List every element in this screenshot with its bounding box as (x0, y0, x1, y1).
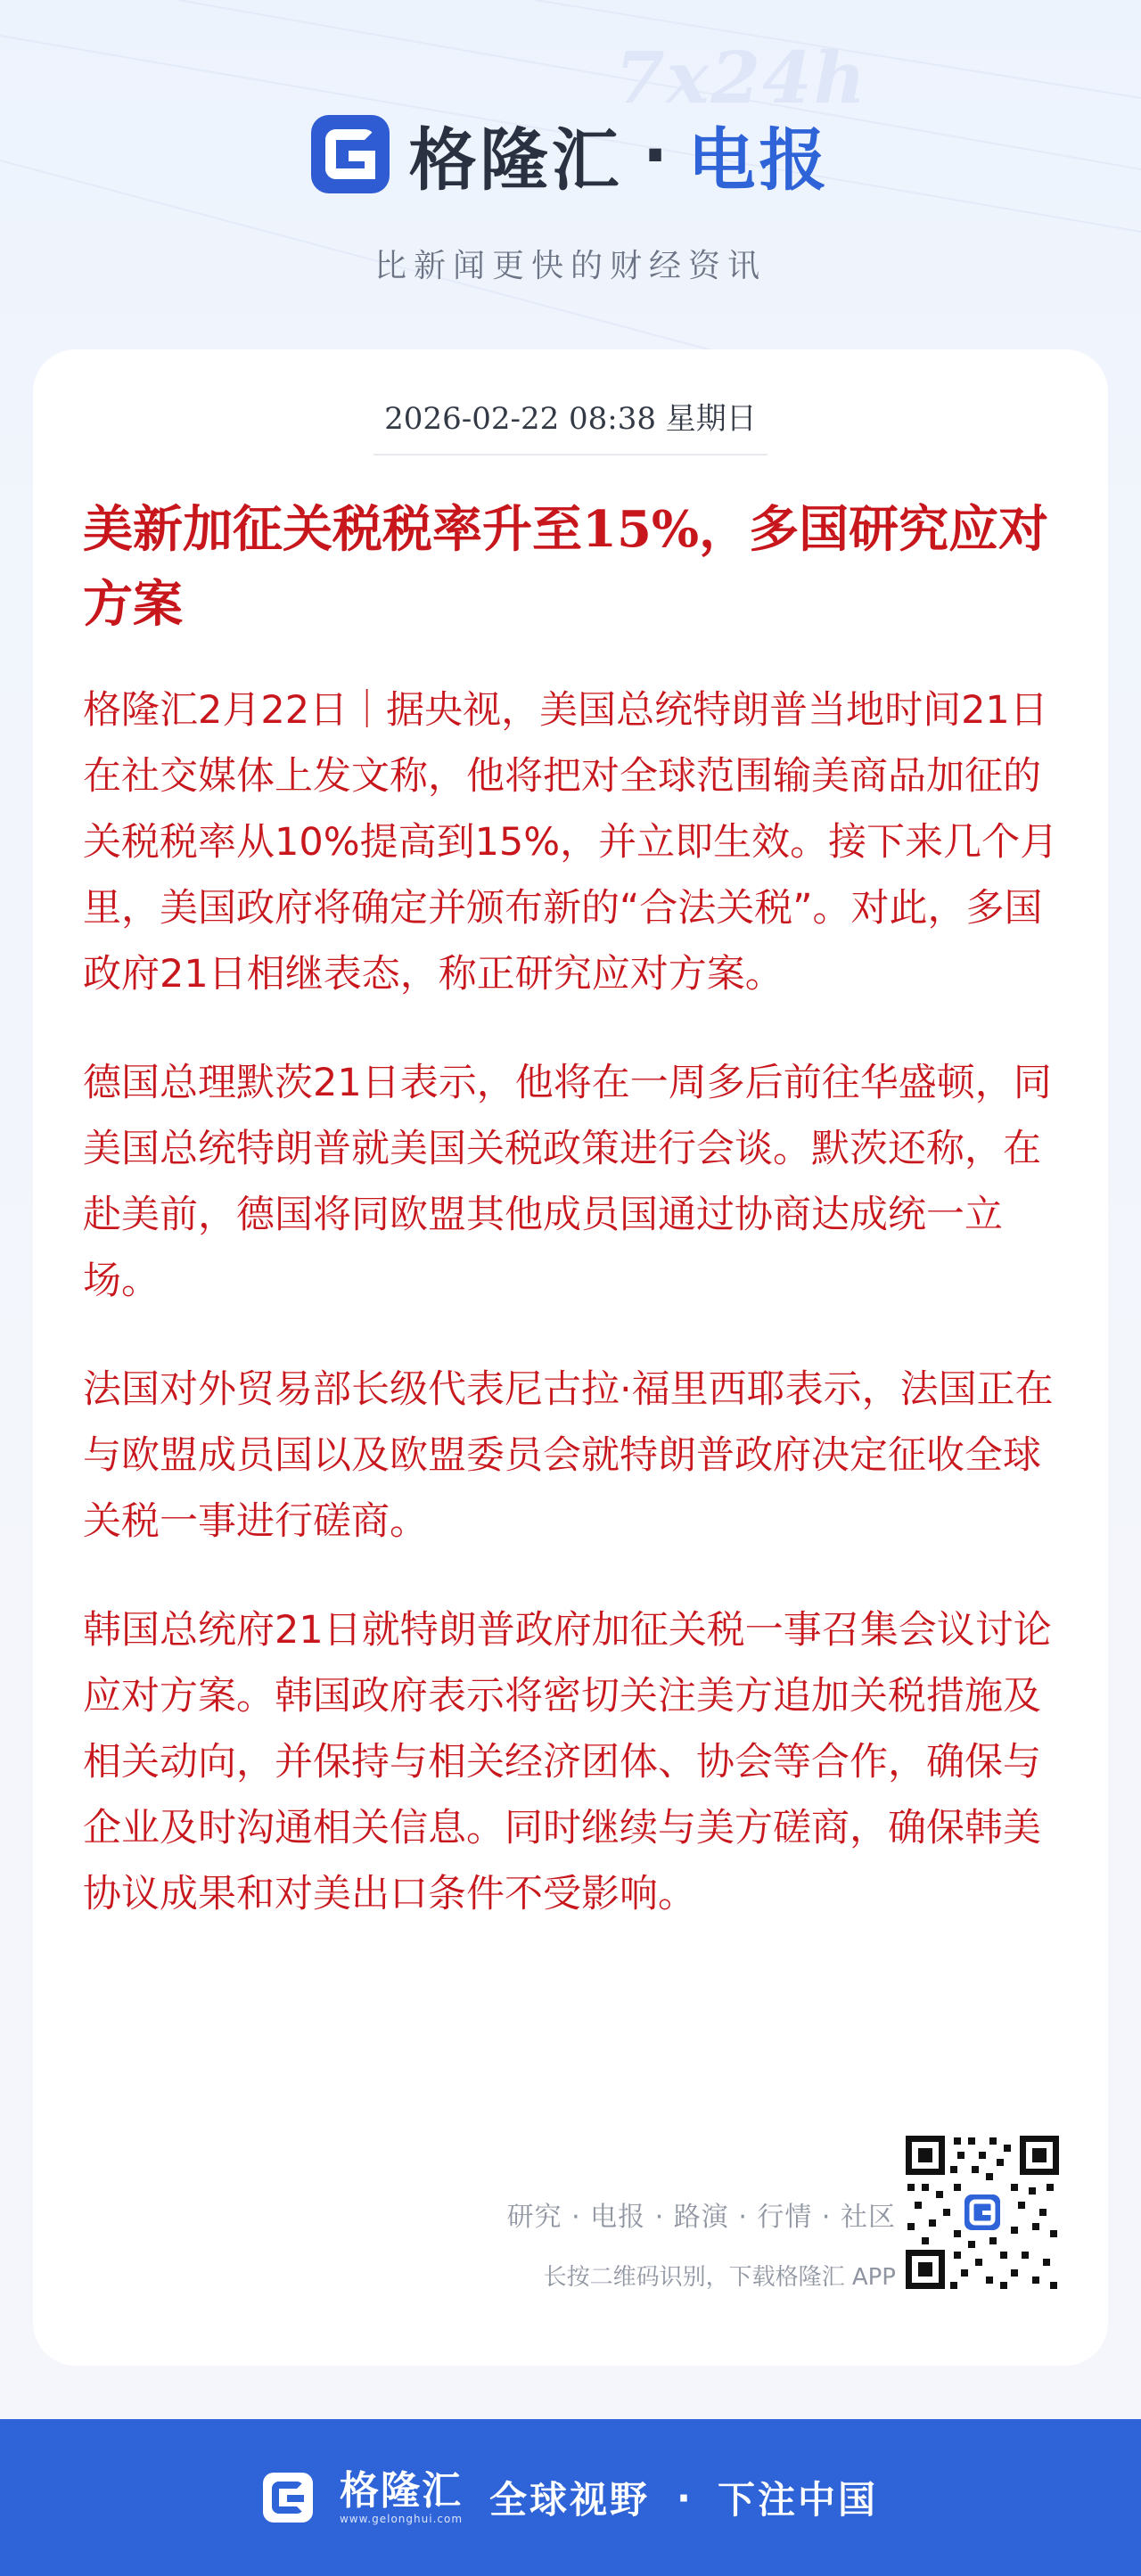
slogan-right: 下注中国 (718, 2478, 879, 2522)
bottom-banner (0, 2419, 1141, 2576)
bottom-brand-name: 格隆汇 (339, 2468, 463, 2514)
brand-name: 格隆汇 (408, 119, 623, 200)
article-datetime: 2026-02-22 08:38 星期日 (373, 394, 768, 455)
tagline: 比新闻更快的财经资讯 (373, 248, 767, 284)
article-headline: 美新加征关税税率升至15%，多国研究应对方案 (83, 500, 1049, 634)
slogan-separator: · (677, 2475, 691, 2520)
header-logo (0, 105, 1141, 203)
article-card (33, 349, 1108, 2366)
date-wrap (33, 394, 1108, 455)
brand-separator: · (642, 114, 669, 194)
footer-hint: 长按二维码识别，下载格隆汇 APP (543, 2264, 896, 2291)
channel-name: 电报 (687, 119, 831, 200)
article-paragraph: 法国对外贸易部长级代表尼古拉·福里西耶表示，法国正在与欧盟成员国以及欧盟委员会就特朗普政府决定征收全球关税一事进行磋商。 (83, 1367, 1054, 1544)
slogan-left: 全球视野 (489, 2478, 651, 2522)
article-paragraph: 格隆汇2月22日｜据央视，美国总统特朗普当地时间21日在社交媒体上发文称，他将把对全球范围输美商品加征的关税税率从10%提高到15%，并立即生效。接下来几个月里，美国政府将确定并颁布新的“合法关税”。对此，多国政府21日相继表态，称正研究应对方案。 (83, 688, 1059, 997)
watermark-7x24h: 7x24h (615, 36, 867, 119)
footer-links: 研究 · 电报 · 路演 · 行情 · 社区 (506, 2202, 896, 2233)
qr-code-icon[interactable] (902, 2132, 1063, 2293)
gelonghui-logo-icon (263, 2473, 313, 2523)
gelonghui-logo-icon (311, 115, 390, 193)
article-paragraph: 韩国总统府21日就特朗普政府加征关税一事召集会议讨论应对方案。韩国政府表示将密切关注美方追加关税措施及相关动向，并保持与相关经济团体、协会等合作，确保与企业及时沟通相关信息。同时继续与美方磋商，确保韩美协议成果和对美出口条件不受影响。 (83, 1608, 1052, 1916)
bottom-brand-url: www.gelonghui.com (339, 2513, 464, 2525)
article-paragraph: 德国总理默茨21日表示，他将在一周多后前往华盛顿，同美国总统特朗普就美国关税政策进行会谈。默茨还称，在赴美前，德国将同欧盟其他成员国通过协商达成统一立场。 (83, 1061, 1052, 1303)
article-body (83, 677, 1072, 1970)
bottom-brand (340, 2470, 463, 2525)
